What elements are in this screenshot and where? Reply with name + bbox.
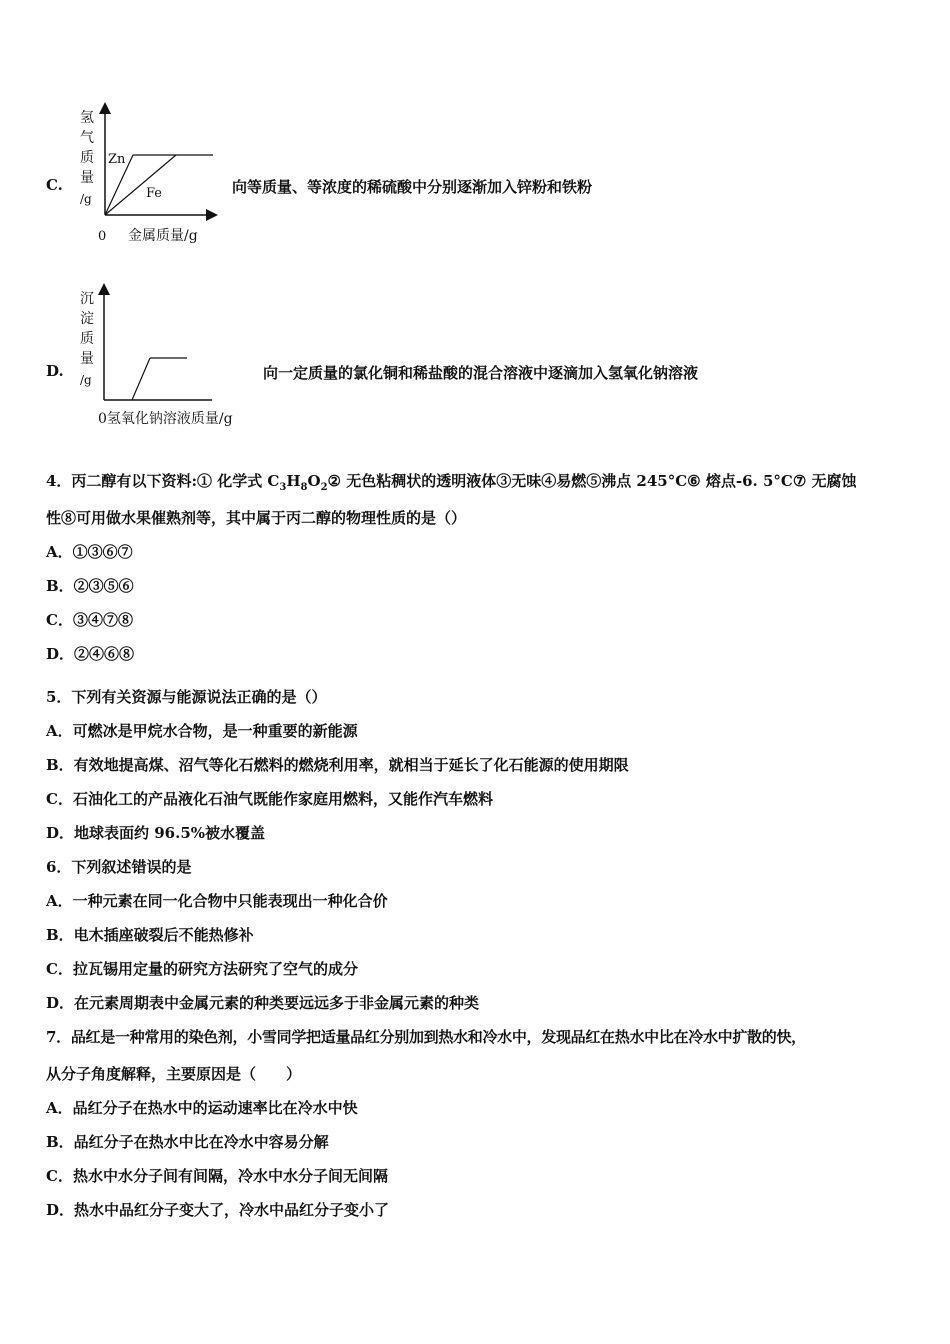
graph-d-ylabel-1: 沉: [80, 291, 94, 307]
graph-c-ylabel-1: 氢: [80, 110, 94, 126]
q4-option-c[interactable]: C．③④⑦⑧: [46, 611, 133, 629]
q4-stem-line1: 4．丙二醇有以下资料:① 化学式 $C_3H_8O_2②$ 无色粘稠状的透明液体③无味④易燃⑤沸点 245°C⑥ 熔点-6. 5°C⑦ 无腐蚀: [46, 472, 857, 493]
graph-c-fe-label: Fe: [146, 186, 163, 201]
graph-c: [70, 100, 230, 250]
graph-d-xlabel: 0氢氧化钠溶液质量/g: [98, 411, 233, 427]
q5-option-a[interactable]: A．可燃冰是甲烷水合物，是一种重要的新能源: [46, 722, 358, 740]
graph-d-ylabel-5: /g: [80, 373, 92, 387]
option-d-label: D.: [46, 362, 64, 380]
graph-c-ylabel-5: /g: [80, 192, 92, 206]
graph-c-ylabel-4: 量: [80, 170, 94, 186]
q7-option-d[interactable]: D．热水中品红分子变大了，冷水中品红分子变小了: [46, 1201, 390, 1219]
q6-option-b[interactable]: B．电木插座破裂后不能热修补: [46, 926, 254, 944]
q5-option-b[interactable]: B．有效地提高煤、沼气等化石燃料的燃烧利用率，就相当于延长了化石能源的使用期限: [46, 756, 629, 774]
q7-stem-line1: 7．品红是一种常用的染色剂，小雪同学把适量品红分别加到热水和冷水中，发现品红在热水中比在冷水中扩散的快，: [46, 1028, 806, 1046]
graph-d-rise: [132, 358, 150, 400]
option-c-description: 向等质量、等浓度的稀硫酸中分别逐渐加入锌粉和铁粉: [232, 178, 593, 196]
q6-option-c[interactable]: C．拉瓦锡用定量的研究方法研究了空气的成分: [46, 960, 358, 978]
q7-option-a[interactable]: A．品红分子在热水中的运动速率比在冷水中快: [46, 1099, 358, 1117]
option-d-description: 向一定质量的氯化铜和稀盐酸的混合溶液中逐滴加入氢氧化钠溶液: [263, 364, 699, 382]
q6-option-a[interactable]: A．一种元素在同一化合物中只能表现出一种化合价: [46, 892, 388, 910]
q4-option-a[interactable]: A．①③⑥⑦: [46, 543, 133, 561]
graph-d-ylabel-3: 质: [80, 331, 94, 347]
q4-option-b[interactable]: B．②③⑤⑥: [46, 577, 134, 595]
q4-stem-line2: 性⑧可用做水果催熟剂等，其中属于丙二醇的物理性质的是（）: [46, 509, 467, 527]
q5-option-d[interactable]: D．地球表面约 96.5%被水覆盖: [46, 824, 266, 842]
q7-option-c[interactable]: C．热水中水分子间有间隔，冷水中水分子间无间隔: [46, 1167, 388, 1185]
graph-c-ylabel-2: 气: [80, 130, 94, 146]
graph-d-ylabel-4: 量: [80, 351, 94, 367]
graph-d-ylabel-2: 淀: [80, 311, 94, 327]
q5-stem: 5．下列有关资源与能源说法正确的是（）: [46, 688, 327, 706]
graph-c-origin: 0: [98, 229, 107, 244]
graph-c-xlabel: 金属质量/g: [128, 228, 198, 244]
q5-option-c[interactable]: C．石油化工的产品液化石油气既能作家庭用燃料，又能作汽车燃料: [46, 790, 493, 808]
q4-option-d[interactable]: D．②④⑥⑧: [46, 645, 135, 663]
graph-c-zn-label: Zn: [108, 152, 126, 167]
q7-option-b[interactable]: B．品红分子在热水中比在冷水中容易分解: [46, 1133, 329, 1151]
q6-stem: 6．下列叙述错误的是: [46, 858, 192, 876]
q6-option-d[interactable]: D．在元素周期表中金属元素的种类要远远多于非金属元素的种类: [46, 994, 480, 1012]
option-c-label: C.: [46, 176, 63, 194]
graph-d: [70, 283, 270, 433]
graph-c-ylabel-3: 质: [80, 150, 94, 166]
q7-stem-line2: 从分子角度解释，主要原因是（ ）: [46, 1065, 302, 1083]
